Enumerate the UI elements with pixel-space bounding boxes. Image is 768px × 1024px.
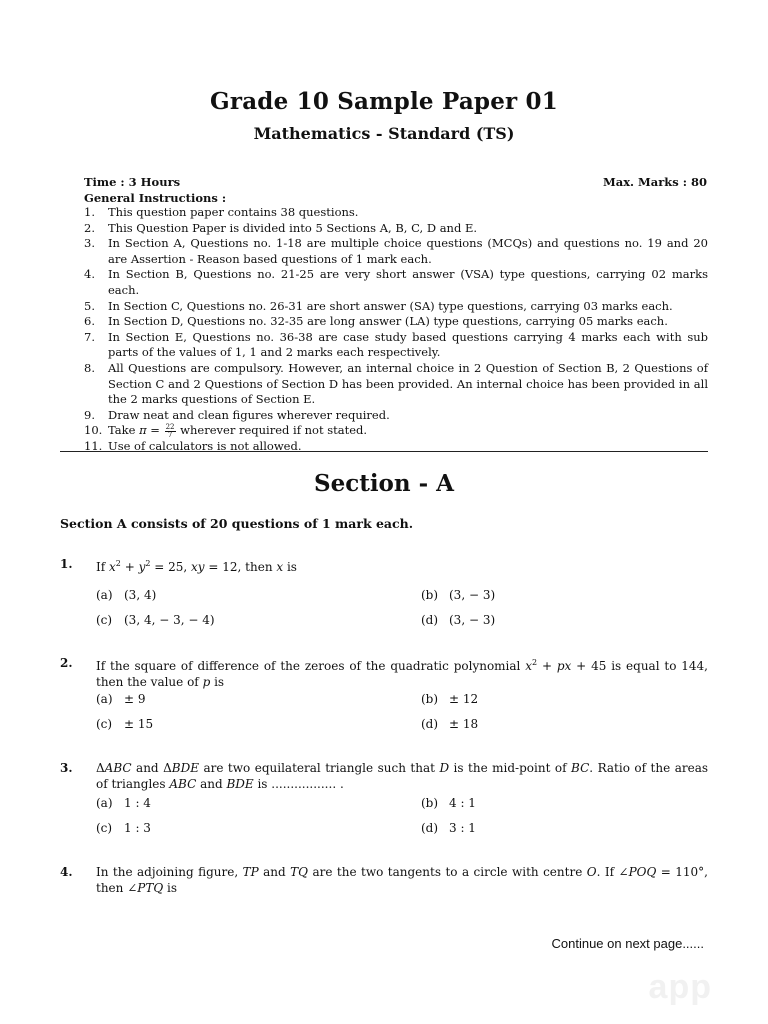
- option-b[interactable]: (b) (3, − 3): [421, 588, 496, 602]
- question-2: [60, 655, 708, 690]
- option-a[interactable]: (a) 1 : 4: [96, 796, 151, 810]
- question-number: 2.: [60, 656, 73, 670]
- question-number: 1.: [60, 557, 73, 571]
- option-c[interactable]: (c) 1 : 3: [96, 821, 151, 835]
- instruction-item: 3. In Section A, Questions no. 1-18 are multiple choice questions (MCQs) and questions no. 19 and 20 are Assertion - Reason based questions of 1 mark each.: [84, 236, 708, 266]
- instruction-item: 4. In Section B, Questions no. 21-25 are very short answer (VSA) type questions, carrying 02 marks each.: [84, 267, 708, 297]
- max-marks-label: Max. Marks : 80: [603, 175, 707, 189]
- question-number: 3.: [60, 761, 73, 775]
- option-d[interactable]: (d) 3 : 1: [421, 821, 476, 835]
- watermark: app: [648, 968, 712, 1006]
- question-4: [60, 864, 708, 896]
- instruction-item: 1. This question paper contains 38 questions.: [84, 205, 359, 219]
- instruction-item: 11. Use of calculators is not allowed.: [84, 438, 302, 453]
- option-b[interactable]: (b) 4 : 1: [421, 796, 476, 810]
- option-c[interactable]: (c) ± 15: [96, 717, 154, 731]
- section-title: Section - A: [313, 470, 455, 497]
- question-text: In the adjoining figure, TP and TQ are the two tangents to a circle with centre O. If ∠POQ = 110°, then ∠PTQ is: [96, 865, 708, 895]
- question-1: [60, 556, 708, 575]
- question-text: If the square of difference of the zeroes of the quadratic polynomial $x^2$ + px + 45 is equal to 144, then the value of p is: [96, 658, 708, 689]
- instruction-item: 2. This Question Paper is divided into 5 Sections A, B, C, D and E.: [84, 220, 478, 235]
- instruction-item: 5. In Section C, Questions no. 26-31 are short answer (SA) type questions, carrying 03 marks each.: [84, 298, 673, 313]
- paper-subtitle: Mathematics - Standard (TS): [253, 124, 515, 143]
- divider: [60, 451, 708, 452]
- fraction: $\frac{22}{7}$: [165, 422, 175, 439]
- section-description: Section A consists of 20 questions of 1 mark each.: [60, 516, 414, 531]
- question-text: If $x^2 + y^2 = 25$, xy = 12, then x is: [96, 559, 297, 574]
- instruction-item: 8. All Questions are compulsory. However, an internal choice in 2 Question of Section B, 2 Questions of Section C and 2 Questions of Section D has been provided. An internal choice has been provided in all the 2 marks questions of Section E.: [84, 360, 708, 407]
- question-number: 4.: [60, 865, 73, 879]
- instruction-item: 9. Draw neat and clean figures wherever required.: [84, 407, 390, 422]
- general-instructions-heading: General Instructions :: [84, 191, 227, 205]
- option-d[interactable]: (d) (3, − 3): [421, 613, 496, 627]
- option-b[interactable]: (b) ± 12: [421, 692, 479, 706]
- instruction-item: 6. In Section D, Questions no. 32-35 are long answer (LA) type questions, carrying 05 marks each.: [84, 314, 668, 329]
- option-a[interactable]: (a) ± 9: [96, 692, 146, 706]
- instruction-item: 7. In Section E, Questions no. 36-38 are case study based questions carrying 4 marks each with sub parts of the values of 1, 1 and 2 marks each respectively.: [84, 329, 708, 360]
- pi-symbol: π =: [139, 423, 164, 438]
- instructions-list: [84, 205, 708, 455]
- paper-title: Grade 10 Sample Paper 01: [210, 88, 558, 115]
- option-d[interactable]: (d) ± 18: [421, 717, 479, 731]
- question-3: [60, 760, 708, 792]
- question-text: ΔABC and ΔBDE are two equilateral triangle such that D is the mid-point of BC. Ratio of the areas of triangles ABC and BDE is ................. .: [96, 761, 709, 791]
- time-label: Time : 3 Hours: [84, 175, 181, 189]
- option-a[interactable]: (a) (3, 4): [96, 588, 157, 602]
- option-c[interactable]: (c) (3, 4, − 3, − 4): [96, 613, 215, 627]
- instruction-item: 10. Take π = $\frac{22}{7}$ wherever required if not stated.: [84, 422, 368, 439]
- continue-note: Continue on next page......: [551, 936, 704, 951]
- meta-row: [84, 175, 707, 189]
